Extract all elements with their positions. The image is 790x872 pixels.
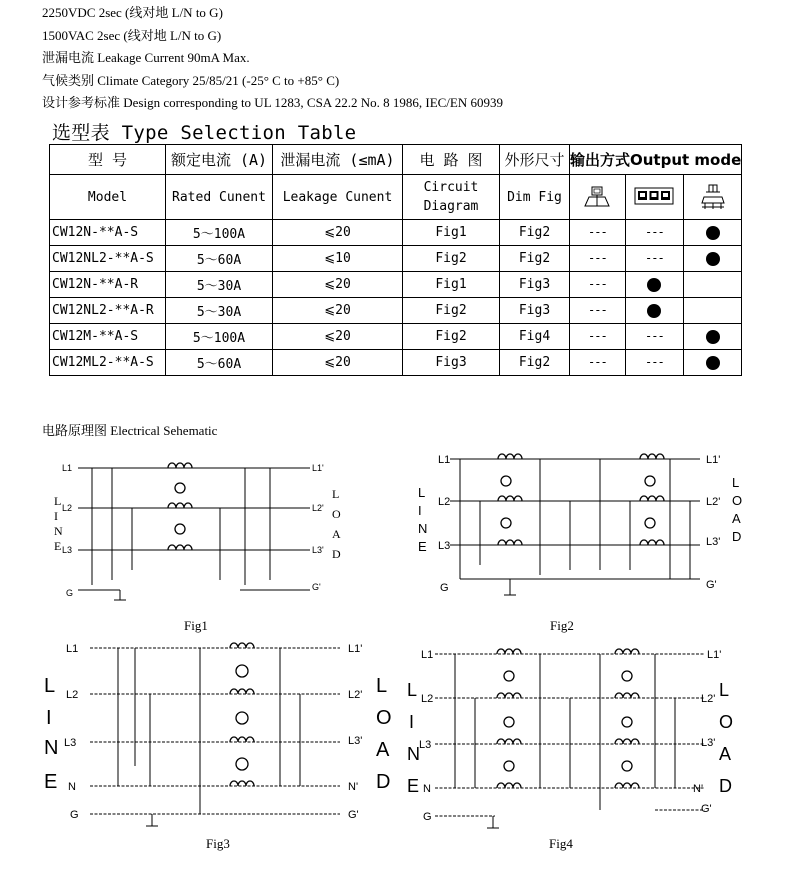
fig1-load-letter: A	[332, 527, 341, 541]
fig2-load-letter: D	[732, 529, 742, 544]
fig4-in-l3: L3	[419, 739, 432, 751]
fig1-line-letter: E	[54, 539, 62, 553]
cell-output-0	[570, 324, 626, 350]
cell-circuit: Fig2	[403, 298, 500, 324]
cell-dim: Fig2	[500, 246, 570, 272]
cell-rated: 5～30A	[166, 298, 273, 324]
type-selection-table	[49, 144, 742, 376]
dash-mark: ---	[645, 251, 664, 265]
fig3-load-letter: O	[376, 707, 392, 729]
fig3-line-letter: E	[44, 771, 58, 793]
dash-mark: ---	[588, 277, 607, 291]
fig1-in-g: G	[66, 588, 74, 598]
dash-mark: ---	[588, 251, 607, 265]
cell-output-0	[570, 220, 626, 246]
quick-connect-icon	[625, 175, 683, 220]
cell-rated: 5～60A	[166, 350, 273, 376]
fig4-in-l1: L1	[421, 649, 434, 661]
cell-output-0	[570, 272, 626, 298]
cell-circuit: Fig1	[403, 220, 500, 246]
cell-leak: ⩽10	[273, 246, 403, 272]
fig4-out-g: G'	[701, 803, 712, 815]
cell-output-2	[683, 272, 741, 298]
fig3-in-g: G	[70, 809, 79, 821]
terminal-block-icon	[570, 175, 626, 220]
fig3-load-letter: L	[376, 675, 388, 697]
cell-dim: Fig4	[500, 324, 570, 350]
fig3-caption: Fig3	[206, 836, 230, 851]
fig1-in-l3: L3	[62, 545, 73, 555]
table-header-en	[50, 175, 742, 220]
fig4-caption: Fig4	[549, 836, 573, 851]
cell-output-0	[570, 246, 626, 272]
fig4-out-l3: L3'	[701, 737, 716, 749]
cell-model: CW12ML2-**A-S	[50, 350, 166, 376]
filled-dot-icon	[647, 304, 661, 318]
cell-output-2	[683, 220, 741, 246]
fig4-in-g: G	[423, 811, 432, 823]
fig1-in-l1: L1	[62, 463, 73, 473]
table-header-cn	[50, 145, 742, 175]
fig3-in-l3: L3	[64, 737, 77, 749]
dash-mark: ---	[645, 329, 664, 343]
fig2-out-l1: L1'	[706, 454, 721, 466]
fig1-out-l3: L3'	[312, 545, 324, 555]
cell-output-1	[625, 324, 683, 350]
fig2-schematic	[410, 445, 750, 615]
cell-leak: ⩽20	[273, 272, 403, 298]
fig1-out-l2: L2'	[312, 503, 324, 513]
cell-dim: Fig3	[500, 272, 570, 298]
fig2-in-l2: L2	[438, 496, 451, 508]
fig2-line-letter: L	[418, 485, 426, 500]
cell-circuit: Fig2	[403, 246, 500, 272]
fig1-line-letter: L	[54, 494, 62, 508]
fig4-line-letter: E	[407, 776, 420, 796]
cell-dim: Fig3	[500, 298, 570, 324]
fig3-in-n: N	[68, 781, 76, 793]
fig3-line-letter: N	[44, 737, 59, 759]
fig1-caption: Fig1	[184, 618, 208, 633]
cell-model: CW12N-**A-R	[50, 272, 166, 298]
fig4-load-letter: A	[719, 744, 732, 764]
fig2-caption: Fig2	[550, 618, 574, 633]
table-row	[50, 298, 742, 324]
cell-output-1	[625, 350, 683, 376]
cell-circuit: Fig1	[403, 272, 500, 298]
cell-model: CW12NL2-**A-S	[50, 246, 166, 272]
fig2-load-letter: L	[732, 475, 740, 490]
fig2-in-g: G	[440, 582, 449, 594]
fig3-out-l3: L3'	[348, 735, 363, 747]
fig3-line-letter: L	[44, 675, 56, 697]
fig1-load-letter: L	[332, 487, 340, 501]
cell-model: CW12NL2-**A-R	[50, 298, 166, 324]
fig4-load-letter: O	[719, 712, 734, 732]
cell-rated: 5～100A	[166, 220, 273, 246]
cell-leak: ⩽20	[273, 350, 403, 376]
header-rated: Rated Cunent	[166, 175, 273, 220]
cell-output-1	[625, 220, 683, 246]
cell-output-2	[683, 350, 741, 376]
table-row	[50, 220, 742, 246]
cell-leak: ⩽20	[273, 298, 403, 324]
fig1-line-letter: I	[54, 509, 58, 523]
cell-leak: ⩽20	[273, 220, 403, 246]
cell-model: CW12M-**A-S	[50, 324, 166, 350]
dash-mark: ---	[588, 355, 607, 369]
header-output-mode: 输出方式Output mode	[570, 145, 742, 175]
cell-dim: Fig2	[500, 350, 570, 376]
cell-rated: 5～30A	[166, 272, 273, 298]
cell-rated: 5～100A	[166, 324, 273, 350]
fig3-load-letter: D	[376, 771, 391, 793]
fig4-line-letter: L	[407, 680, 418, 700]
spec-line: 泄漏电流 Leakage Current 90mA Max.	[42, 50, 250, 65]
spec-list	[42, 2, 503, 115]
fig3-out-l1: L1'	[348, 643, 363, 655]
fig2-line-letter: I	[418, 503, 422, 518]
fig4-line-letter: N	[407, 744, 420, 764]
fig4-load-letter: L	[719, 680, 730, 700]
cell-output-0	[570, 350, 626, 376]
header-leak-cn: 泄漏电流 (≤mA)	[273, 145, 403, 175]
filled-dot-icon	[706, 226, 720, 240]
cell-rated: 5～60A	[166, 246, 273, 272]
cell-output-1	[625, 272, 683, 298]
fig1-load-letter: D	[332, 547, 341, 561]
fig4-in-n: N	[423, 783, 431, 795]
header-dim-cn: 外形尺寸	[500, 145, 570, 175]
fig4-out-n: N'	[693, 783, 704, 795]
dash-mark: ---	[588, 329, 607, 343]
fig4-schematic	[405, 640, 755, 835]
fig2-out-l2: L2'	[706, 496, 721, 508]
table-row	[50, 350, 742, 376]
fig2-load-letter: O	[732, 493, 743, 508]
fig3-schematic	[40, 636, 410, 836]
filled-dot-icon	[647, 278, 661, 292]
table-row	[50, 246, 742, 272]
fig2-in-l3: L3	[438, 540, 451, 552]
fig4-in-l2: L2	[421, 693, 434, 705]
header-circuit-cn: 电 路 图	[403, 145, 500, 175]
fig2-out-l3: L3'	[706, 536, 721, 548]
fig3-line-letter: I	[46, 707, 52, 729]
dash-mark: ---	[588, 225, 607, 239]
cell-model: CW12N-**A-S	[50, 220, 166, 246]
cell-dim: Fig2	[500, 220, 570, 246]
spec-line: 气候类别 Climate Category 25/85/21 (-25° C to +85° C)	[42, 72, 340, 88]
header-rated-cn: 额定电流 (A)	[166, 145, 273, 175]
fig3-out-l2: L2'	[348, 689, 363, 701]
cell-leak: ⩽20	[273, 324, 403, 350]
cell-output-0	[570, 298, 626, 324]
fig4-line-letter: I	[409, 712, 415, 732]
cell-output-1	[625, 298, 683, 324]
fig3-out-g: G'	[348, 809, 359, 821]
filled-dot-icon	[706, 252, 720, 266]
fig3-load-letter: A	[376, 739, 390, 761]
fig1-line-letter: N	[54, 524, 63, 538]
cell-output-1	[625, 246, 683, 272]
fig4-load-letter: D	[719, 776, 732, 796]
fig2-out-g: G'	[706, 579, 717, 591]
fig3-in-l1: L1	[66, 643, 79, 655]
fig3-out-n: N'	[348, 781, 359, 793]
fig4-out-l1: L1'	[707, 649, 722, 661]
fig1-schematic	[40, 450, 360, 610]
table-row	[50, 324, 742, 350]
spec-line: 2250VDC 2sec (线对地 L/N to G)	[42, 5, 223, 20]
cell-output-2	[683, 324, 741, 350]
header-circuit: Circuit Diagram	[403, 175, 500, 220]
fig1-out-g: G'	[312, 582, 321, 592]
dash-mark: ---	[645, 355, 664, 369]
fig1-in-l2: L2	[62, 503, 73, 513]
cell-circuit: Fig3	[403, 350, 500, 376]
dash-mark: ---	[645, 225, 664, 239]
header-leak: Leakage Cunent	[273, 175, 403, 220]
fig2-line-letter: E	[418, 539, 427, 554]
fig1-load-letter: O	[332, 507, 341, 521]
cell-output-2	[683, 246, 741, 272]
filled-dot-icon	[706, 330, 720, 344]
fig2-line-letter: N	[418, 521, 428, 536]
spec-line: 设计参考标准 Design corresponding to UL 1283, CSA 22.2 No. 8 1986, IEC/EN 60939	[42, 95, 503, 110]
schematic-title: 电路原理图 Electrical Sehematic	[42, 423, 218, 438]
filled-dot-icon	[706, 356, 720, 370]
cell-output-2	[683, 298, 741, 324]
fig2-in-l1: L1	[438, 454, 451, 466]
table-row	[50, 272, 742, 298]
fig1-out-l1: L1'	[312, 463, 324, 473]
fig3-in-l2: L2	[66, 689, 79, 701]
header-dim: Dim Fig	[500, 175, 570, 220]
wire-lead-icon	[683, 175, 741, 220]
table-title: 选型表 Type Selection Table	[52, 122, 357, 144]
fig4-out-l2: L2'	[701, 693, 716, 705]
fig2-load-letter: A	[732, 511, 741, 526]
spec-line: 1500VAC 2sec (线对地 L/N to G)	[42, 27, 222, 43]
header-model-cn: 型 号	[50, 145, 166, 175]
header-model: Model	[50, 175, 166, 220]
cell-circuit: Fig2	[403, 324, 500, 350]
dash-mark: ---	[588, 303, 607, 317]
